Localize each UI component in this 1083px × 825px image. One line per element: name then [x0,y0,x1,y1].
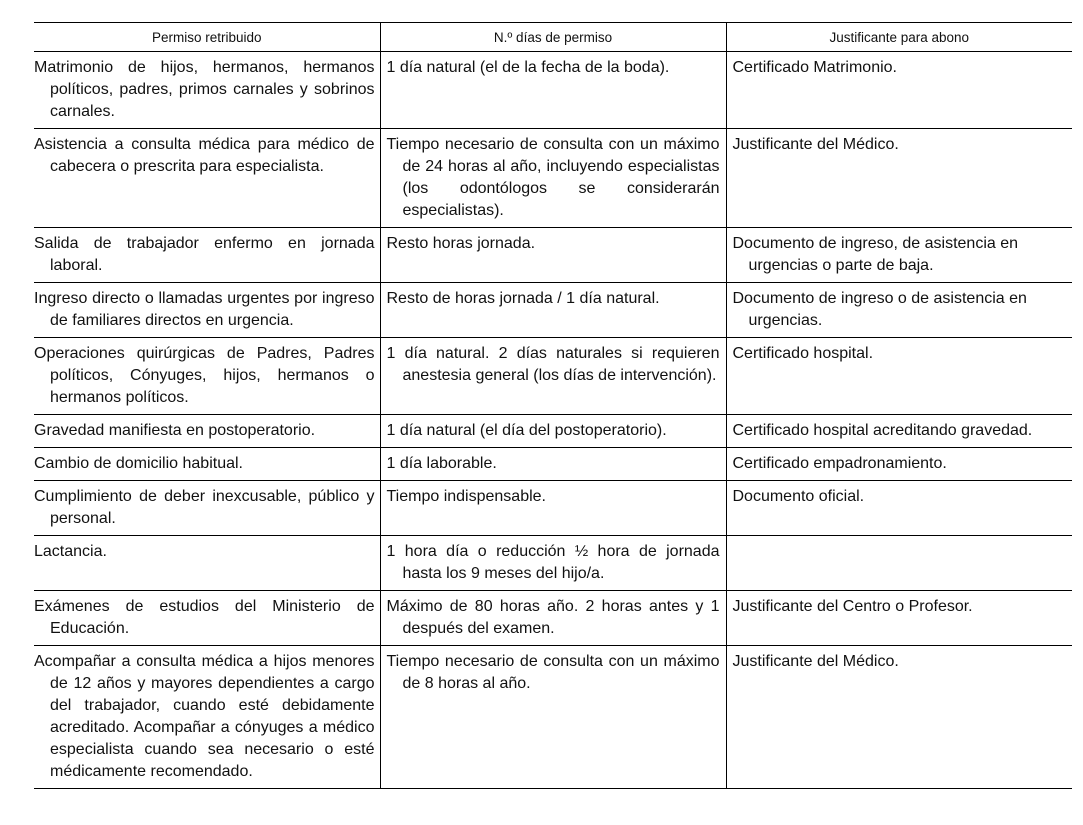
header-justificante: Justificante para abono [726,23,1072,52]
table-row [34,129,1072,228]
justificante-cell: Certificado empadronamiento. [726,448,1072,481]
justificante-cell: Certificado hospital. [726,338,1072,415]
table-header [34,23,1072,52]
dias-cell: Tiempo necesario de consulta con un máximo de 24 horas al año, incluyendo especialistas (los odontólogos se considerarán especialistas). [380,129,726,228]
table-row [34,448,1072,481]
justificante-cell: Documento de ingreso, de asistencia en urgencias o parte de baja. [726,228,1072,283]
justificante-cell: Documento de ingreso o de asistencia en urgencias. [726,283,1072,338]
dias-cell: Tiempo indispensable. [380,481,726,536]
table-row [34,415,1072,448]
permisos-table [34,22,1072,789]
justificante-cell: Justificante del Médico. [726,646,1072,789]
table-row [34,338,1072,415]
permiso-cell: Salida de trabajador enfermo en jornada laboral. [34,235,375,274]
dias-cell: Máximo de 80 horas año. 2 horas antes y 1 después del examen. [380,591,726,646]
permiso-cell: Cumplimiento de deber inexcusable, público y personal. [34,488,375,527]
table-row [34,591,1072,646]
permiso-cell: Operaciones quirúrgicas de Padres, Padres políticos, Cónyuges, hijos, hermanos o hermanos políticos. [34,345,375,406]
dias-cell: Resto horas jornada. [380,228,726,283]
table-row [34,52,1072,129]
justificante-cell: Documento oficial. [726,481,1072,536]
table-row [34,228,1072,283]
permiso-cell: Cambio de domicilio habitual. [34,455,243,472]
permiso-cell: Exámenes de estudios del Ministerio de Educación. [34,598,375,637]
dias-cell: 1 día laborable. [380,448,726,481]
permiso-cell: Acompañar a consulta médica a hijos menores de 12 años y mayores dependientes a cargo del trabajador, cuando esté debidamente acreditado. Acompañar a cónyuges a médico especialista cuando sea necesario o esté médicamente recomendado. [34,653,375,780]
table-row [34,481,1072,536]
permiso-cell: Matrimonio de hijos, hermanos, hermanos políticos, padres, primos carnales y sobrinos carnales. [34,59,375,120]
header-row [34,23,1072,52]
justificante-cell [726,536,1072,591]
dias-cell: 1 día natural (el día del postoperatorio). [380,415,726,448]
table-row [34,536,1072,591]
justificante-cell: Certificado hospital acreditando gravedad. [726,415,1072,448]
justificante-cell: Justificante del Centro o Profesor. [726,591,1072,646]
dias-cell: Resto de horas jornada / 1 día natural. [380,283,726,338]
permiso-cell: Ingreso directo o llamadas urgentes por ingreso de familiares directos en urgencia. [34,290,375,329]
header-permiso-retribuido: Permiso retribuido [151,29,262,45]
dias-cell: 1 día natural. 2 días naturales si requieren anestesia general (los días de intervención). [380,338,726,415]
dias-cell: 1 día natural (el de la fecha de la boda). [380,52,726,129]
permiso-cell: Lactancia. [34,543,107,560]
table-body [34,52,1072,789]
dias-cell: 1 hora día o reducción ½ hora de jornada hasta los 9 meses del hijo/a. [380,536,726,591]
header-dias-permiso: N.º días de permiso [380,23,726,52]
table-row [34,646,1072,789]
justificante-cell: Justificante del Médico. [726,129,1072,228]
table-row [34,283,1072,338]
permiso-cell: Gravedad manifiesta en postoperatorio. [34,422,316,439]
dias-cell: Tiempo necesario de consulta con un máximo de 8 horas al año. [380,646,726,789]
justificante-cell: Certificado Matrimonio. [726,52,1072,129]
permiso-cell: Asistencia a consulta médica para médico de cabecera o prescrita para especialista. [34,136,375,175]
